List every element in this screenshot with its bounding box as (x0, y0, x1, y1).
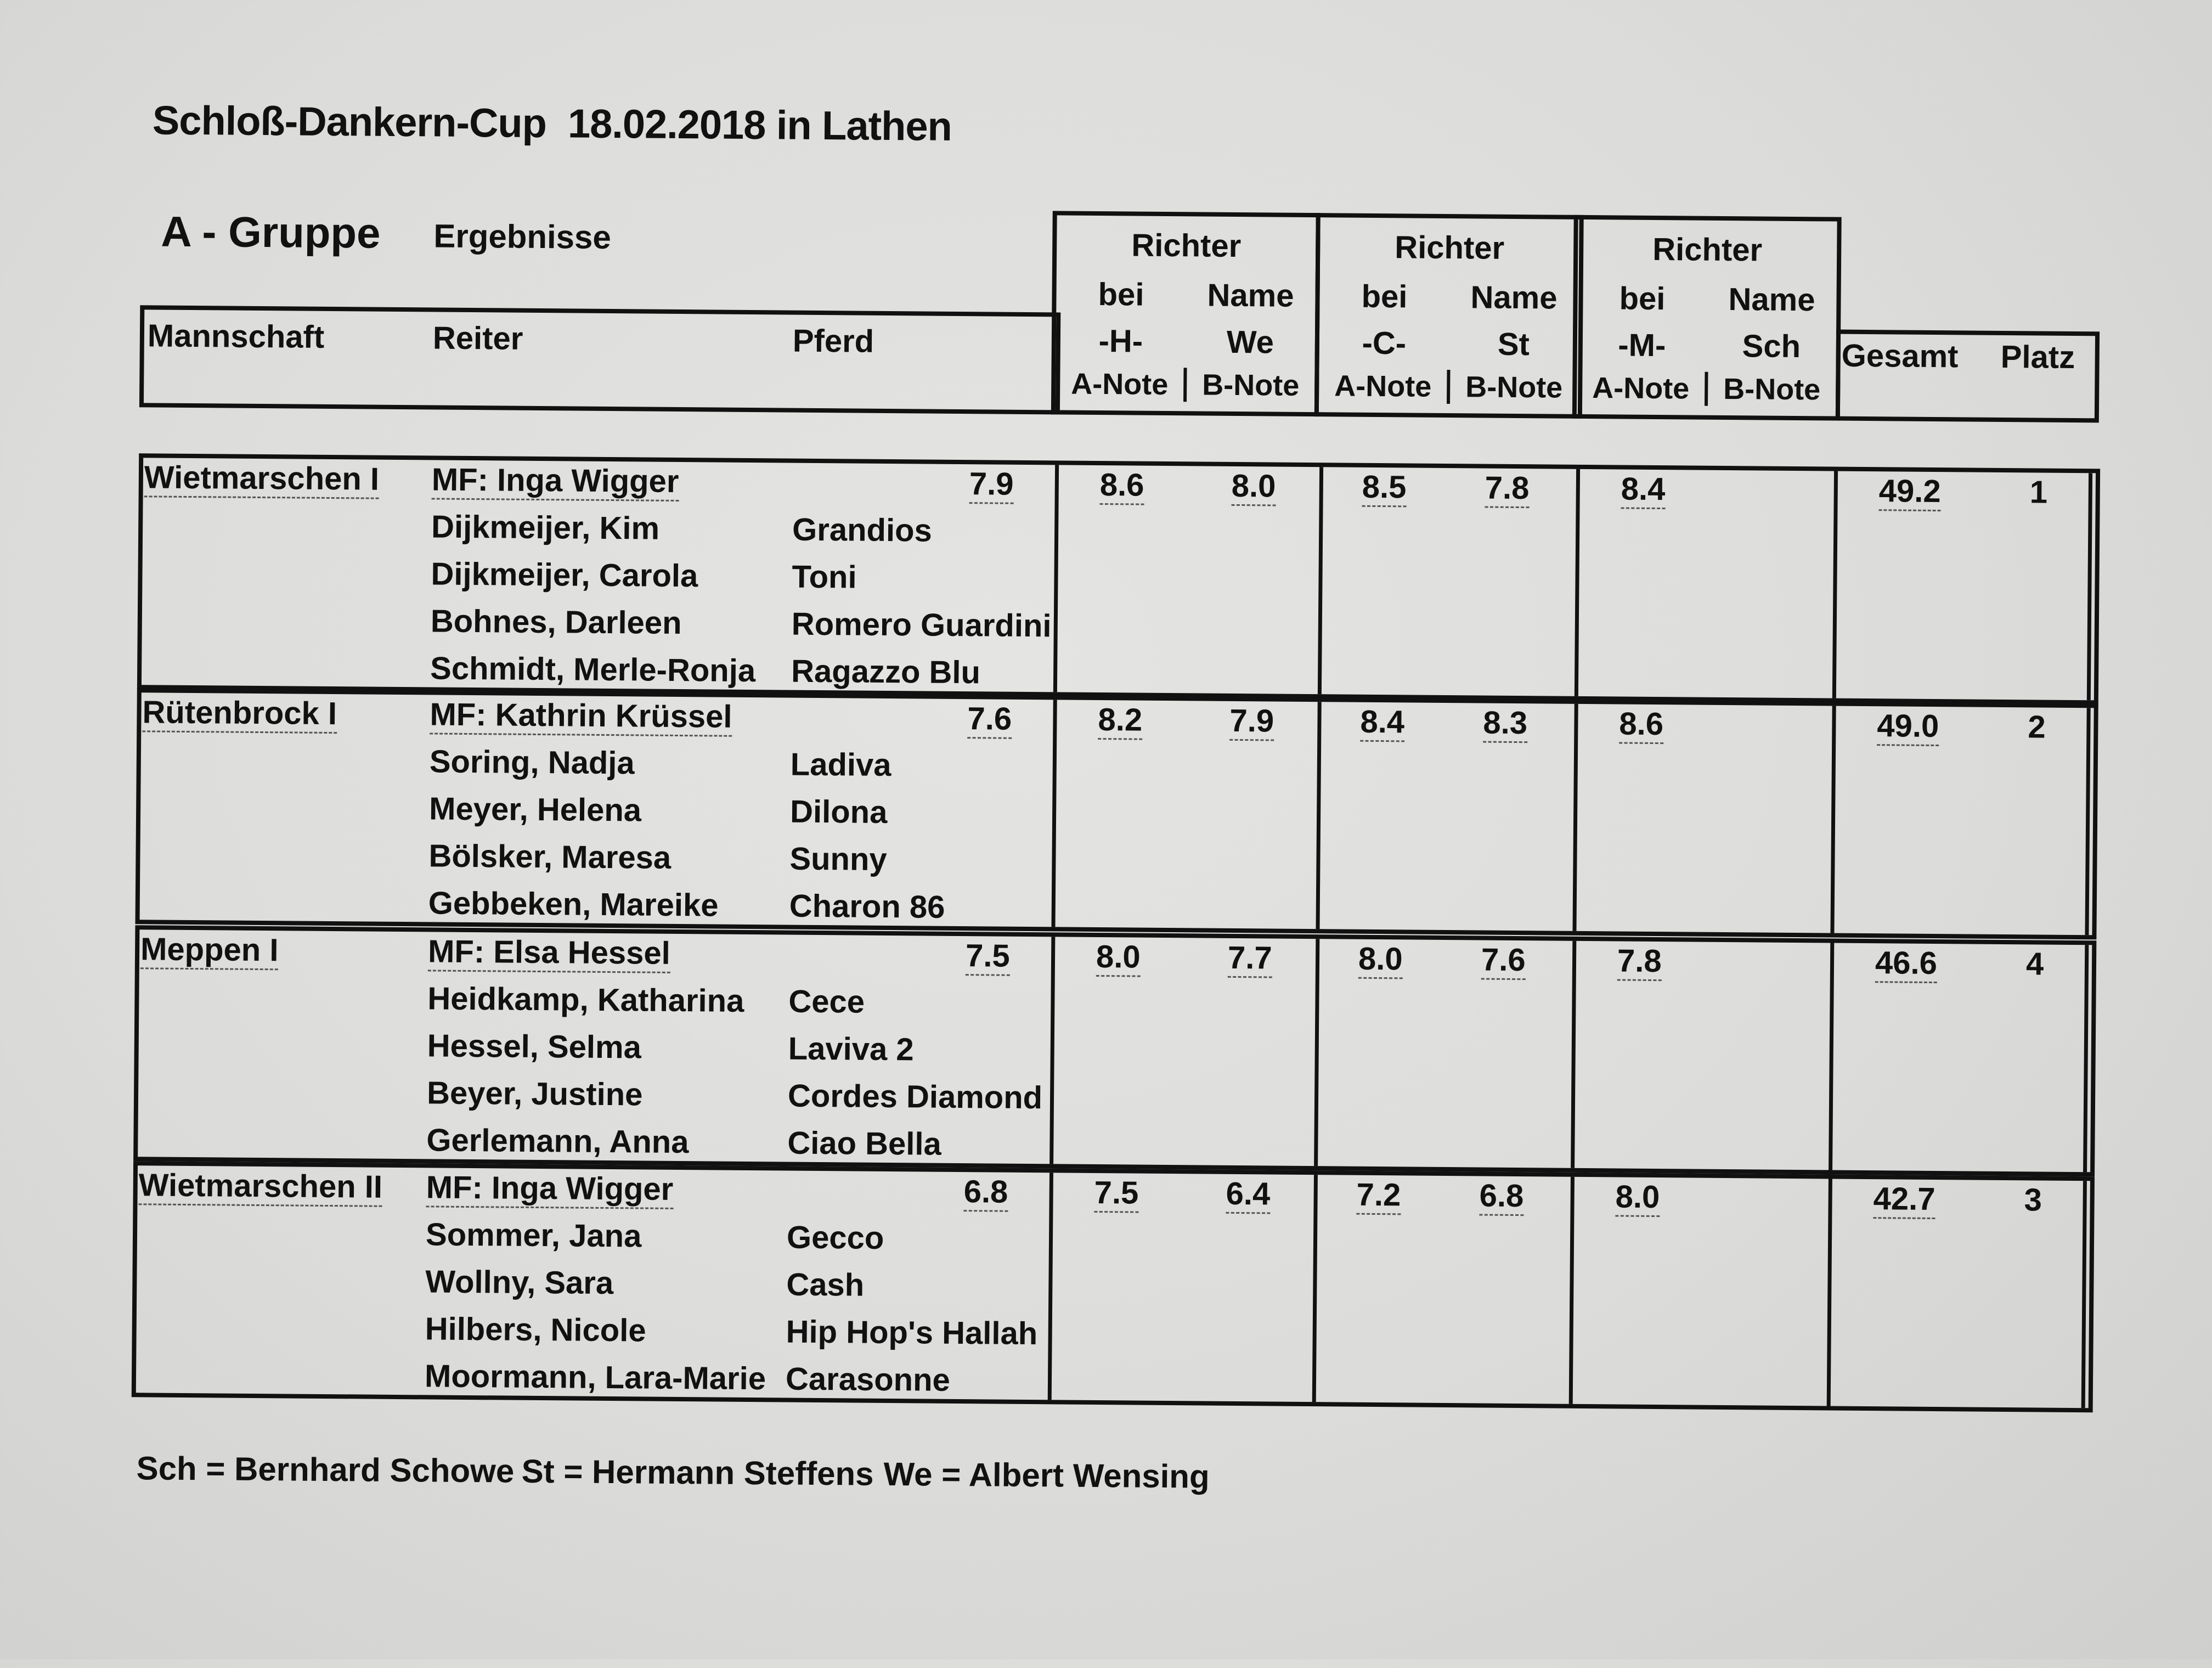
team-leader: MF: Kathrin Krüssel (430, 696, 732, 736)
team-name: Meppen I (140, 931, 279, 970)
horse-name: Hip Hop's Hallah (786, 1314, 1038, 1352)
a-note-label: A-Note (1056, 367, 1187, 402)
horse-name: Laviva 2 (788, 1030, 914, 1068)
horse-name: Ragazzo Blu (791, 653, 981, 691)
team-name: Rütenbrock I (142, 694, 337, 734)
a-note-score: 7.7 (1228, 939, 1272, 978)
column-divider (1052, 700, 1057, 927)
column-divider (1048, 1173, 1053, 1400)
column-header-horse: Pferd (792, 323, 874, 359)
judge-position: -M- (1618, 327, 1666, 364)
horse-name: Grandios (792, 511, 933, 549)
column-divider (1318, 467, 1323, 694)
column-divider (2081, 1181, 2087, 1408)
a-note-score: 6.4 (1226, 1175, 1270, 1214)
rider-name: Gebbeken, Mareike (428, 885, 719, 923)
column-header-place: Platz (2000, 339, 2075, 375)
rider-name: Schmidt, Merle-Ronja (430, 650, 756, 689)
team-name: Wietmarschen I (144, 459, 380, 499)
b-note-score: 7.5 (1094, 1174, 1138, 1213)
column-divider (1571, 941, 1576, 1168)
column-divider (2087, 473, 2092, 700)
column-header-rider: Reiter (432, 320, 523, 357)
team-place: 3 (2024, 1182, 2042, 1218)
horse-name: Romero Guardini (791, 606, 1052, 644)
b-note-score: 8.4 (1360, 703, 1404, 742)
column-divider (1572, 704, 1578, 931)
b-note-score: 8.0 (1358, 940, 1403, 979)
horse-name: Ciao Bella (787, 1125, 942, 1162)
b-note-label: B-Note (1723, 372, 1821, 407)
a-note-score: 6.8 (1479, 1177, 1523, 1216)
team-leader: MF: Elsa Hessel (428, 933, 670, 973)
column-divider (1827, 1179, 1832, 1406)
b-note-score: 8.5 (1362, 469, 1407, 508)
horse-name: Dilona (789, 793, 888, 830)
b-note-label: B-Note (1202, 368, 1300, 402)
column-divider (1053, 465, 1059, 692)
judge-name-label: Name (1207, 277, 1294, 314)
b-note-score: 8.6 (1100, 466, 1144, 505)
horse-name: Charon 86 (789, 888, 945, 925)
b-note-score: 7.2 (1356, 1176, 1401, 1215)
team-total: 46.6 (1875, 944, 1937, 983)
rider-name: Gerlemann, Anna (426, 1122, 689, 1160)
horse-name: Cash (786, 1266, 865, 1303)
rider-name: Dijkmeijer, Kim (431, 509, 660, 546)
judge-richter: Richter (1131, 227, 1242, 264)
rider-name: Sommer, Jana (425, 1216, 642, 1254)
team-place: 4 (2025, 946, 2044, 982)
a-note-label: A-Note (1319, 369, 1450, 404)
judge-richter: Richter (1652, 231, 1763, 268)
horse-name: Cordes Diamond (787, 1078, 1043, 1116)
b-note-score: 8.4 (1621, 470, 1666, 509)
team-name: Wietmarschen II (138, 1167, 382, 1207)
b-note-score: 8.6 (1619, 705, 1663, 744)
b-note-score: 7.8 (1617, 942, 1662, 981)
judge-position: -H- (1098, 323, 1143, 359)
rider-name: Bohnes, Darleen (430, 603, 682, 641)
rider-name: Dijkmeijer, Carola (431, 556, 698, 594)
column-divider (1569, 1177, 1575, 1404)
a-note-score: 8.0 (1232, 467, 1276, 506)
a-note-score: 7.6 (967, 700, 1012, 739)
judge-name: Sch (1742, 328, 1801, 365)
team-place: 1 (2029, 474, 2048, 510)
rider-name: Beyer, Justine (426, 1075, 643, 1113)
judge-name-label: Name (1470, 279, 1558, 316)
judge-position: -C- (1362, 325, 1407, 362)
column-divider (2085, 708, 2090, 935)
column-divider (2083, 945, 2089, 1172)
a-note-score: 6.8 (963, 1173, 1008, 1212)
horse-name: Carasonne (785, 1361, 951, 1398)
rider-name: Moormann, Lara-Marie (424, 1358, 766, 1397)
column-header-team: Mannschaft (147, 318, 325, 355)
judge-bei: bei (1098, 276, 1144, 313)
page-title: Schloß-Dankern-Cup 18.02.2018 in Lathen (152, 97, 952, 149)
a-note-score: 7.9 (969, 465, 1014, 504)
horse-name: Toni (792, 559, 857, 595)
b-note-score: 8.2 (1098, 701, 1142, 740)
horse-name: Gecco (786, 1219, 884, 1256)
column-divider (1575, 469, 1580, 696)
column-divider (1830, 706, 1836, 933)
footer-legend-st: St = Hermann Steffens (521, 1452, 874, 1492)
b-note-label: B-Note (1465, 370, 1563, 404)
judge-header-m (1572, 215, 1842, 421)
team-leader: MF: Inga Wigger (426, 1169, 673, 1209)
rider-name: Soring, Nadja (429, 743, 635, 781)
column-divider (1314, 939, 1319, 1166)
judge-bei: bei (1361, 278, 1408, 315)
judge-richter: Richter (1395, 229, 1505, 266)
b-note-score: 8.0 (1615, 1178, 1660, 1217)
column-divider (1832, 471, 1838, 698)
judge-name-label: Name (1728, 281, 1815, 318)
column-divider (1829, 943, 1834, 1170)
rider-name: Bölsker, Maresa (428, 838, 672, 876)
rider-name: Hilbers, Nicole (425, 1311, 646, 1349)
footer-legend-sch: Sch = Bernhard Schowe (136, 1450, 515, 1490)
a-note-score: 8.3 (1483, 705, 1527, 743)
team-leader: MF: Inga Wigger (432, 461, 679, 501)
horse-name: Sunny (789, 841, 887, 877)
column-divider (1316, 702, 1321, 929)
judge-bei: bei (1619, 280, 1666, 317)
rider-name: Heidkamp, Katharina (427, 980, 744, 1019)
column-divider (1312, 1175, 1318, 1402)
footer-legend-we: We = Albert Wensing (883, 1455, 1210, 1495)
rider-name: Hessel, Selma (427, 1028, 642, 1066)
team-place: 2 (2028, 709, 2046, 745)
rider-name: Wollny, Sara (425, 1264, 614, 1301)
column-header-total: Gesamt (1841, 337, 1959, 375)
horse-name: Ladiva (790, 746, 891, 784)
column-divider (1049, 937, 1055, 1164)
results-subtitle: Ergebnisse (433, 217, 612, 256)
horse-name: Cece (788, 983, 865, 1020)
judge-header-h (1051, 211, 1321, 416)
a-note-score: 7.5 (966, 937, 1010, 976)
b-note-score: 8.0 (1096, 938, 1141, 977)
rider-name: Meyer, Helena (428, 791, 642, 829)
team-total: 42.7 (1873, 1180, 1935, 1219)
a-note-score: 7.9 (1229, 702, 1274, 741)
judge-header-c (1314, 213, 1584, 419)
group-label: A - Gruppe (161, 207, 381, 257)
a-note-score: 7.6 (1481, 942, 1526, 980)
a-note-score: 7.8 (1485, 470, 1530, 509)
a-note-label: A-Note (1577, 371, 1708, 406)
judge-name: We (1226, 324, 1274, 360)
team-total: 49.0 (1877, 707, 1939, 746)
judge-name: St (1497, 326, 1530, 363)
team-total: 49.2 (1879, 472, 1941, 511)
